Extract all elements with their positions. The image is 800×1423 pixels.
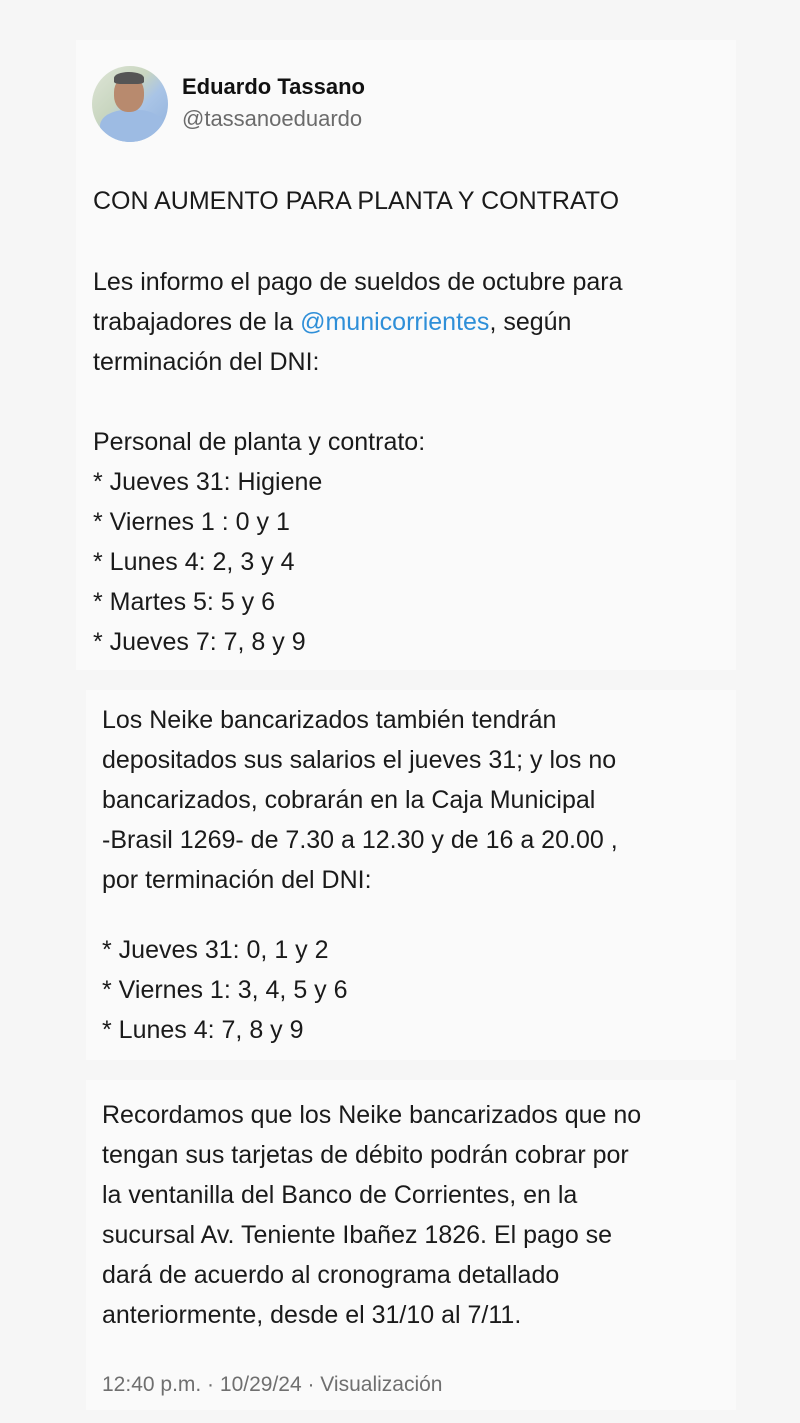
planta-line: * Lunes 4: 2, 3 y 4: [93, 548, 295, 576]
neike-line: depositados sus salarios el jueves 31; y los no: [102, 746, 617, 774]
neike-line: Los Neike bancarizados también tendrán: [102, 706, 557, 734]
avatar[interactable]: [92, 66, 168, 142]
neike-line: bancarizados, cobrarán en la Caja Municipal: [102, 786, 596, 814]
author-name[interactable]: Eduardo Tassano: [182, 74, 365, 99]
mention-link[interactable]: @municorrientes: [300, 308, 490, 336]
planta-line: * Jueves 31: Higiene: [93, 468, 323, 496]
intro-line: Les informo el pago de sueldos de octubre para: [93, 268, 623, 296]
reminder-line: tengan sus tarjetas de débito podrán cobrar por: [102, 1141, 629, 1169]
planta-line: * Viernes 1 : 0 y 1: [93, 508, 290, 536]
neike-line: por terminación del DNI:: [102, 866, 372, 894]
intro-text: trabajadores de la: [93, 308, 301, 336]
reminder-line: dará de acuerdo al cronograma detallado: [102, 1261, 560, 1289]
neike-schedule-line: * Lunes 4: 7, 8 y 9: [102, 1016, 304, 1044]
tweet-title: CON AUMENTO PARA PLANTA Y CONTRATO: [93, 187, 620, 215]
intro-line: terminación del DNI:: [93, 348, 320, 376]
reminder-line: anteriormente, desde el 31/10 al 7/11.: [102, 1301, 522, 1329]
intro-line: [93, 307, 571, 337]
reminder-line: Recordamos que los Neike bancarizados que no: [102, 1101, 642, 1129]
tweet-meta: 12:40 p.m. · 10/29/24 · Visualización: [102, 1373, 443, 1396]
reminder-line: sucursal Av. Teniente Ibañez 1826. El pago se: [102, 1221, 613, 1249]
planta-line: * Martes 5: 5 y 6: [93, 588, 276, 616]
neike-schedule-line: * Jueves 31: 0, 1 y 2: [102, 936, 329, 964]
author-handle[interactable]: @tassanoeduardo: [182, 106, 363, 131]
intro-text: , según: [489, 308, 572, 336]
reminder-line: la ventanilla del Banco de Corrientes, en la: [102, 1181, 578, 1209]
neike-line: -Brasil 1269- de 7.30 a 12.30 y de 16 a 20.00 ,: [102, 826, 618, 854]
planta-line: * Jueves 7: 7, 8 y 9: [93, 628, 306, 656]
planta-line: Personal de planta y contrato:: [93, 428, 426, 456]
neike-schedule-line: * Viernes 1: 3, 4, 5 y 6: [102, 976, 348, 1004]
